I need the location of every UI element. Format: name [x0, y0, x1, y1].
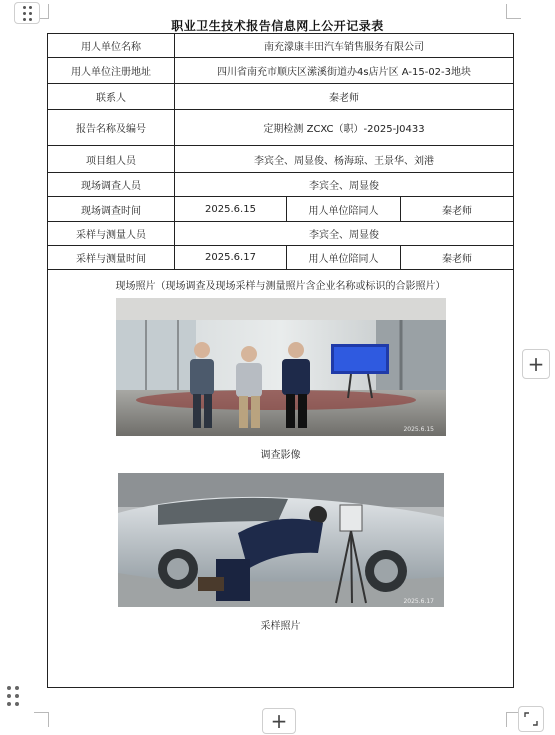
field-label-sampling-escort: 用人单位陪同人: [287, 246, 401, 270]
plus-icon: +: [270, 709, 288, 733]
survey-photo[interactable]: [116, 298, 446, 436]
sampling-photo-caption: 采样照片: [260, 621, 301, 632]
field-label-project-team: 项目组人员: [48, 146, 175, 173]
table-row: [48, 270, 514, 688]
add-row-button[interactable]: [262, 708, 296, 734]
table-row: [48, 84, 514, 110]
survey-photo-image: [116, 298, 446, 436]
field-value-sampling-date[interactable]: 2025.6.17: [175, 246, 287, 270]
photo-timestamp: 2025.6.17: [402, 598, 434, 605]
photo-timestamp: 2025.6.15: [402, 426, 434, 433]
expand-icon: [524, 712, 538, 726]
field-value-survey-staff[interactable]: 李宾全、周显俊: [175, 173, 514, 197]
expand-button[interactable]: [518, 706, 544, 732]
field-value-report-name[interactable]: 定期检测 ZCXC（职）-2025-J0433: [175, 110, 514, 146]
table-row: [48, 58, 514, 84]
table-row: [48, 146, 514, 173]
drag-handle-icon: [7, 686, 27, 706]
record-table: [47, 33, 514, 688]
photo-section-header: 现场照片（现场调查及现场采样与测量照片含企业名称或标识的合影照片）: [115, 281, 446, 292]
field-label-contact: 联系人: [48, 84, 175, 110]
field-value-sampling-escort[interactable]: 秦老师: [401, 246, 514, 270]
field-label-registered-address: 用人单位注册地址: [48, 58, 175, 84]
field-value-survey-escort[interactable]: 秦老师: [401, 197, 514, 222]
field-value-registered-address[interactable]: 四川省南充市顺庆区潆溪街道办4s店片区 A-15-02-3地块: [175, 58, 514, 84]
field-label-employer-name: 用人单位名称: [48, 34, 175, 58]
photo-section: [48, 270, 514, 688]
field-value-employer-name[interactable]: 南充濛康丰田汽车销售服务有限公司: [175, 34, 514, 58]
field-value-survey-date[interactable]: 2025.6.15: [175, 197, 287, 222]
field-value-contact[interactable]: 秦老师: [175, 84, 514, 110]
field-label-survey-date: 现场调查时间: [48, 197, 175, 222]
document-title: 职业卫生技术报告信息网上公开记录表: [171, 19, 384, 33]
plus-icon: +: [527, 352, 545, 376]
table-row: [48, 110, 514, 146]
add-column-button[interactable]: [522, 349, 550, 379]
field-value-sampling-staff[interactable]: 李宾全、周显俊: [175, 222, 514, 246]
field-label-report-name: 报告名称及编号: [48, 110, 175, 146]
field-label-survey-escort: 用人单位陪同人: [287, 197, 401, 222]
block-drag-handle[interactable]: [7, 686, 27, 710]
table-row: [48, 222, 514, 246]
sampling-photo[interactable]: [118, 473, 444, 607]
table-row: [48, 173, 514, 197]
field-label-sampling-date: 采样与测量时间: [48, 246, 175, 270]
page-corner-bottom-left: [34, 712, 49, 727]
table-row: [48, 197, 514, 222]
field-label-survey-staff: 现场调查人员: [48, 173, 175, 197]
field-value-project-team[interactable]: 李宾全、周显俊、杨海琼、王景华、刘港: [175, 146, 514, 173]
table-row: [48, 34, 514, 58]
field-label-sampling-staff: 采样与测量人员: [48, 222, 175, 246]
sampling-photo-image: [118, 473, 444, 607]
survey-photo-caption: 调查影像: [260, 450, 301, 461]
table-row: [48, 246, 514, 270]
